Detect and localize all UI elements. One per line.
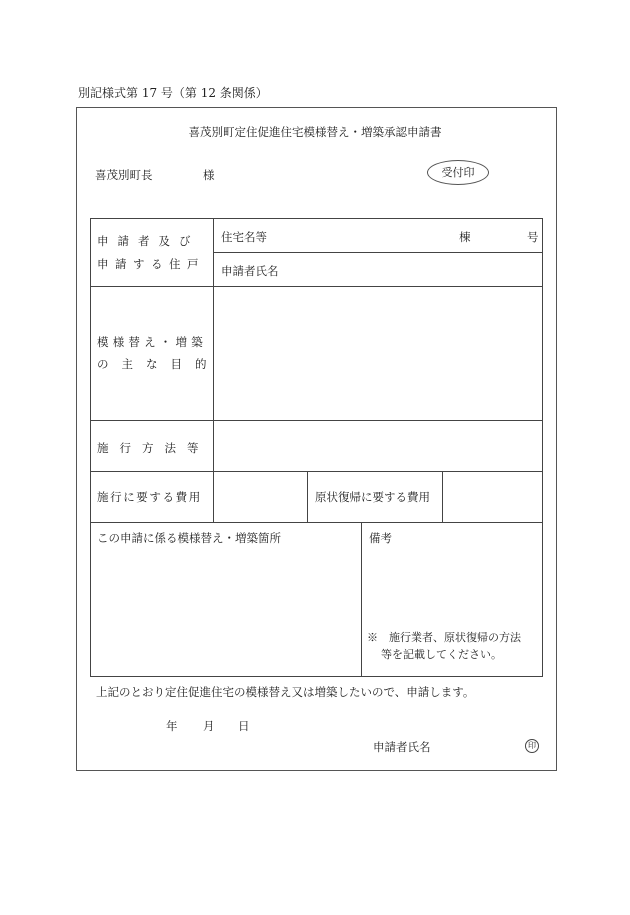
- remarks-note-line2: 等を記載してください。: [381, 648, 502, 661]
- date-year-label: 年: [166, 719, 178, 733]
- row-divider: [213, 252, 543, 253]
- application-statement: 上記のとおり定住促進住宅の模様替え又は増築したいので、申請します。: [96, 685, 475, 699]
- number-label: 号: [527, 230, 539, 244]
- date-day-label: 日: [238, 719, 250, 733]
- residence-name-label: 住宅名等: [221, 230, 267, 244]
- column-divider: [442, 471, 443, 522]
- addressee: 喜茂別町長: [95, 168, 153, 182]
- restoration-cost-label: 原状復帰に要する費用: [315, 490, 430, 504]
- form-number: 別記様式第 17 号（第 12 条関係）: [78, 86, 268, 100]
- seal-mark: 印: [525, 739, 539, 753]
- date-month-label: 月: [203, 719, 215, 733]
- remarks-label: 備考: [369, 531, 392, 545]
- column-divider: [361, 522, 362, 677]
- footer-applicant-name-label: 申請者氏名: [373, 740, 431, 754]
- location-label: この申請に係る模様替え・増築箇所: [97, 531, 281, 545]
- receipt-stamp-box: 受付印: [427, 160, 489, 185]
- purpose-label-line2: の主な目的: [97, 357, 220, 371]
- method-label: 施行方法等: [97, 441, 210, 455]
- remarks-note-line1: ※ 施行業者、原状復帰の方法: [367, 631, 521, 644]
- row-divider: [91, 471, 543, 472]
- applicant-label-line2: 申請する住戸: [97, 257, 205, 271]
- cost-label: 施行に要する費用: [97, 490, 202, 504]
- applicant-label-line1: 申請者及び: [97, 234, 200, 248]
- building-label: 棟: [459, 230, 471, 244]
- form-title: 喜茂別町定住促進住宅模様替え・増築承認申請書: [188, 125, 442, 139]
- honorific: 様: [203, 168, 215, 182]
- column-divider: [307, 471, 308, 522]
- row-divider: [91, 522, 543, 523]
- purpose-label-line1: 模様替え・増築: [97, 335, 207, 349]
- applicant-name-label: 申請者氏名: [221, 264, 279, 278]
- row-divider: [91, 420, 543, 421]
- application-table: [90, 218, 543, 677]
- row-divider: [91, 286, 543, 287]
